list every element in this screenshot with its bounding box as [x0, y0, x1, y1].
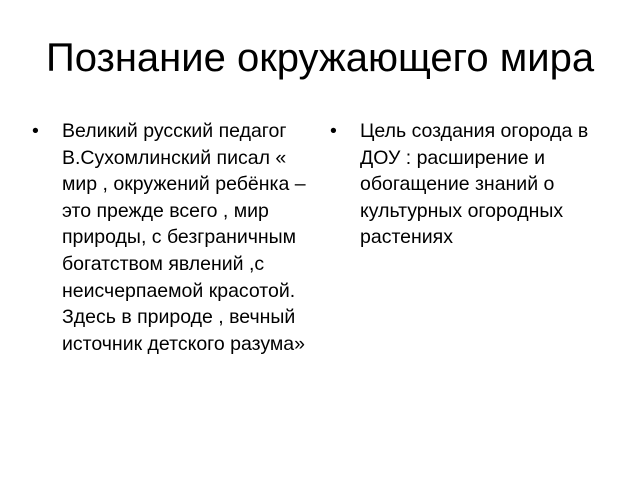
left-bullet-text: Великий русский педагог В.Сухомлинский писал « мир , окружений ребёнка – это прежде всего , мир природы, с безграничным богатством явлений ,с неисчерпаемой красотой. Здесь в природе , вечный источник детского разума» — [62, 120, 306, 355]
right-column — [330, 118, 610, 251]
left-bullet-item — [32, 118, 312, 357]
bullet-icon: • — [32, 120, 39, 142]
bullet-icon: • — [330, 120, 337, 142]
right-bullet-text: Цель создания огорода в ДОУ : расширение и обогащение знаний о культурных огородных растениях — [360, 120, 589, 249]
slide-title: Познание окружающего мира — [45, 36, 595, 80]
left-column — [32, 118, 312, 357]
right-bullet-item — [330, 118, 610, 251]
